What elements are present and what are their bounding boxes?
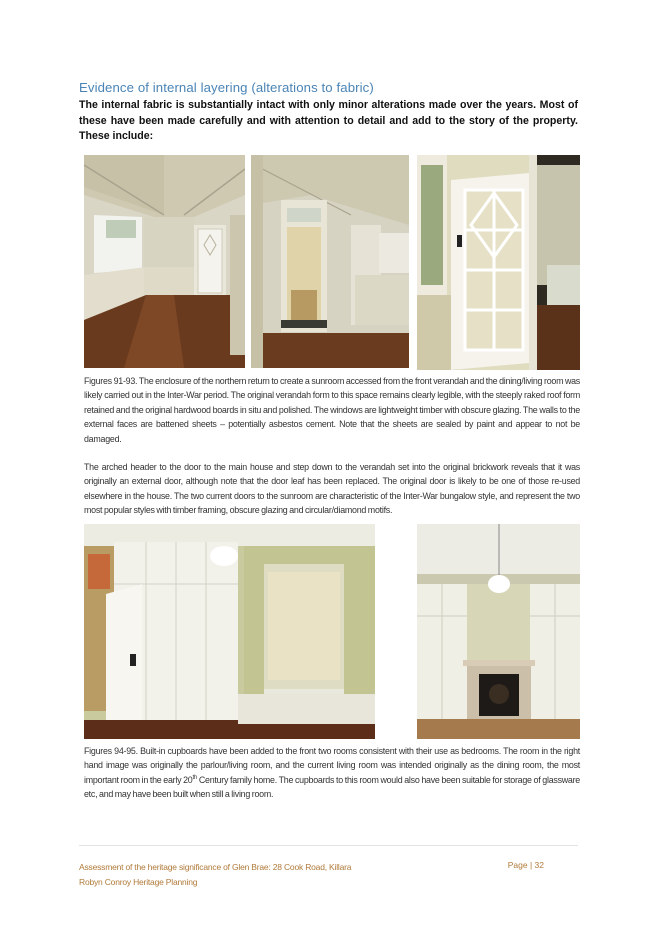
footer-document-title: Assessment of the heritage significance of Glen Brae: 28 Cook Road, Killara (79, 862, 352, 872)
photo-figure-95-parlour-fireplace (417, 524, 580, 739)
footer-rule (79, 845, 578, 846)
caption-paragraph-94-95 (84, 744, 580, 802)
footer-author: Robyn Conroy Heritage Planning (79, 877, 198, 887)
intro-paragraph: The internal fabric is substantially intact with only minor alterations made over the years. Most of these have been made carefully and with attention to detail and add to the story of the property. These include: (79, 99, 578, 143)
section-heading: Evidence of internal layering (alterations to fabric) (79, 80, 374, 95)
caption-paragraph-1: Figures 91-93. The enclosure of the northern return to create a sunroom accessed from the front verandah and the dining/living room was likely carried out in the Inter-War period. The original verandah form to this space remains clearly legible, with the steeply raked roof form retained and the original hardwood boards in situ and polished. The windows are lightweight timber with obscure glazing. The walls to the external faces are battened sheets – potentially asbestos cement. Note that the sheets are sealed by paint and appear to not be damaged. (84, 376, 580, 444)
caption-paragraph-2: The arched header to the door to the main house and step down to the verandah set into the original brickwork reveals that it was originally an external door, although note that the door leaf has been replaced. The original door is likely to be one of those re-used elsewhere in the house. The two current doors to the sunroom are characteristic of the Inter-War bungalow style, and represent the two most popular styles with timber framing, obscure glazing and circular/diamond motifs. (84, 462, 580, 516)
footer-credits (79, 860, 351, 890)
caption-part-2: Century family home. The cupboards to this room would also have been suitable for storage of glassware etc, and may have been built when still a living room. (84, 774, 580, 800)
page-separator: | (529, 860, 533, 870)
caption-figures-94-95 (84, 744, 580, 802)
caption-figures-91-93 (84, 374, 580, 518)
photo-figure-94-bedroom-cupboards (84, 524, 375, 739)
caption-superscript: th (192, 774, 198, 781)
photo-figure-93-glazed-door (417, 155, 580, 370)
footer-page-number (508, 860, 544, 870)
photo-figure-91-sunroom (84, 155, 245, 368)
caption-part-1: Figures 94-95. Built-in cupboards have been added to the front two rooms consistent with their use as bedrooms. The room in the right hand image was originally the parlour/living room, and the current living room was intended originally as the dining room, the most important room in the early 20 (84, 746, 580, 785)
page-label: Page (507, 860, 528, 870)
page-number-value: 32 (534, 860, 544, 870)
photo-figure-92-doorway (251, 155, 409, 368)
